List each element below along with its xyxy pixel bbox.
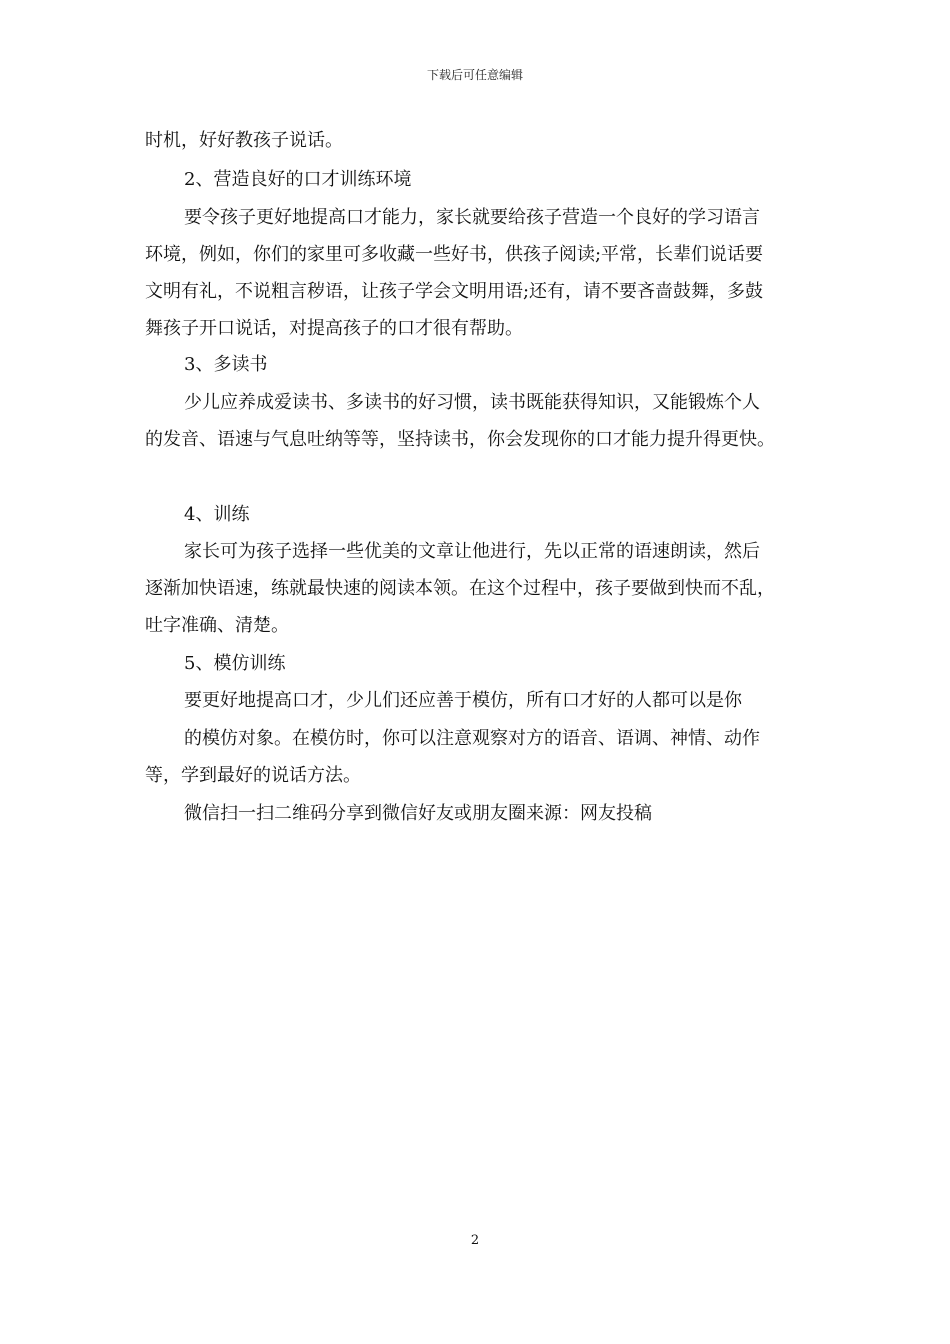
body-line: 家长可为孩子选择一些优美的文章让他进行，先以正常的语速朗读，然后 — [184, 541, 760, 562]
section-heading: 5、模仿训练 — [184, 653, 286, 674]
section-heading: 3、多读书 — [184, 354, 268, 375]
body-line: 等，学到最好的说话方法。 — [145, 765, 361, 786]
body-line: 环境，例如，你们的家里可多收藏一些好书，供孩子阅读;平常，长辈们说话要 — [145, 244, 764, 265]
body-line: 要令孩子更好地提高口才能力，家长就要给孩子营造一个良好的学习语言 — [184, 207, 760, 228]
body-line: 逐渐加快语速，练就最快速的阅读本领。在这个过程中，孩子要做到快而不乱， — [145, 578, 775, 599]
body-line: 的发音、语速与气息吐纳等等，坚持读书，你会发现你的口才能力提升得更快。 — [145, 429, 775, 450]
section-heading: 4、训练 — [184, 504, 250, 525]
section-heading: 2、营造良好的口才训练环境 — [184, 169, 412, 190]
page-header: 下载后可任意编辑 — [426, 68, 523, 82]
body-line: 文明有礼，不说粗言秽语，让孩子学会文明用语;还有，请不要吝啬鼓舞，多鼓 — [145, 281, 764, 302]
body-line: 要更好地提高口才，少儿们还应善于模仿，所有口才好的人都可以是你 — [184, 690, 742, 711]
body-line: 微信扫一扫二维码分享到微信好友或朋友圈来源：网友投稿 — [184, 803, 652, 824]
body-line: 的模仿对象。在模仿时，你可以注意观察对方的语音、语调、神情、动作 — [184, 728, 760, 749]
body-line: 吐字准确、清楚。 — [145, 615, 289, 636]
body-line: 舞孩子开口说话，对提高孩子的口才很有帮助。 — [145, 318, 523, 339]
body-line: 少儿应养成爱读书、多读书的好习惯，读书既能获得知识，又能锻炼个人 — [184, 392, 760, 413]
page-number: 2 — [470, 1233, 480, 1248]
body-line: 时机，好好教孩子说话。 — [145, 130, 343, 151]
